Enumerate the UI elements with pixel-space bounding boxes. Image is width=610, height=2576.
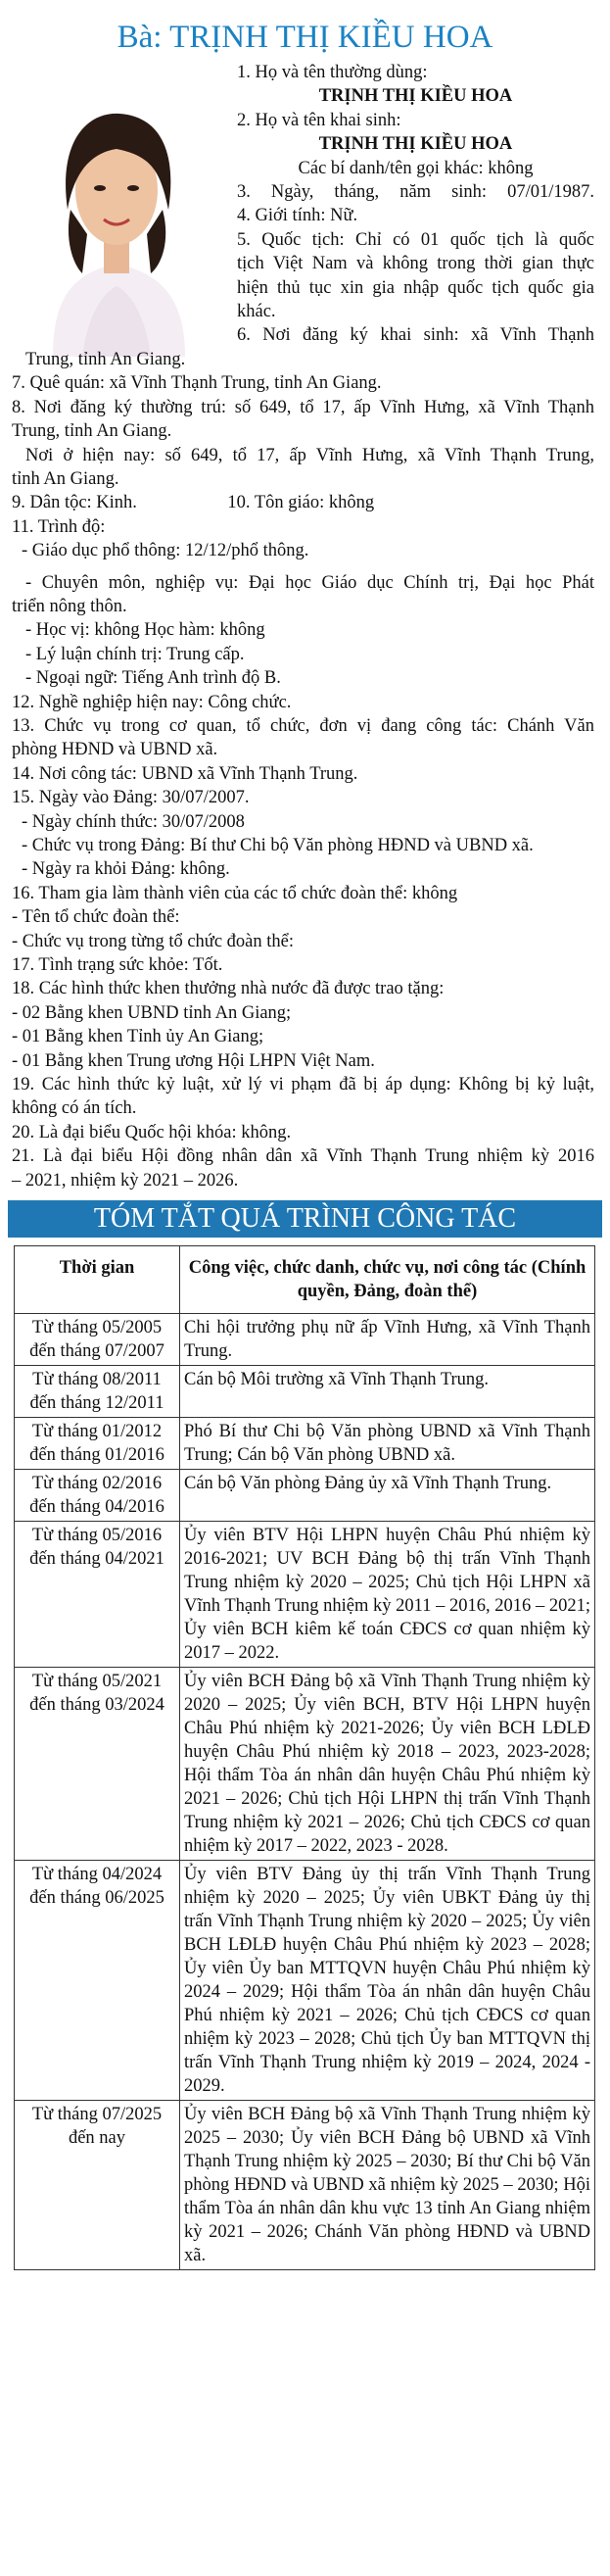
bio-name-common: TRỊNH THỊ KIỀU HOA [318,86,513,107]
bio-line: - Chức vụ trong Đảng: Bí thư Chi bộ Văn phòng HĐND và UBND xã. [22,836,534,855]
cell-description: Cán bộ Văn phòng Đảng ủy xã Vĩnh Thạnh Trung. [180,1470,595,1522]
bio-name-birth: TRỊNH THỊ KIỀU HOA [318,134,513,155]
bio-line: 7. Quê quán: xã Vĩnh Thạnh Trung, tỉnh An Giang. [12,373,382,394]
bio-line: 13. Chức vụ trong cơ quan, tổ chức, đơn vị đang công tác: Chánh Văn [12,715,594,736]
bio-line: - Giáo dục phổ thông: 12/12/phổ thông. [22,541,309,561]
cell-description: Ủy viên BCH Đảng bộ xã Vĩnh Thạnh Trung nhiệm kỳ 2025 – 2030; Ủy viên BCH Đảng bộ UBND xã Vĩnh Thạnh Trung nhiệm kỳ 2025 – 2030; Bí thư Chi bộ Văn phòng HĐND và UBND xã nhiệm kỳ 2025 – 2030; Hội thẩm Tòa án nhân dân khu vực 13 tỉnh An Giang nhiệm kỳ 2021 – 2026; Chánh Văn phòng HĐND và UBND xã. [180,2101,595,2270]
biography [0,61,610,1192]
cell-description: Cán bộ Môi trường xã Vĩnh Thạnh Trung. [180,1366,595,1418]
table-row [15,1418,595,1470]
bio-line: 4. Giới tính: Nữ. [237,206,358,226]
page-title: Bà: TRỊNH THỊ KIỀU HOA [117,20,493,55]
bio-line: 19. Các hình thức kỷ luật, xử lý vi phạm đã bị áp dụng: Không bị kỷ luật, [12,1075,594,1095]
bio-line: - Tên tổ chức đoàn thể: [12,907,180,928]
cell-time: Từ tháng 01/2012 đến tháng 01/2016 [15,1418,180,1470]
cell-description: Phó Bí thư Chi bộ Văn phòng UBND xã Vĩnh Thạnh Trung; Cán bộ Văn phòng UBND xã. [180,1418,595,1470]
cell-time: Từ tháng 02/2016 đến tháng 04/2016 [15,1470,180,1522]
table-row [15,1668,595,1861]
bio-line: Trung, tỉnh An Giang. [12,421,172,442]
bio-line: 20. Là đại biểu Quốc hội khóa: không. [12,1122,292,1142]
table-row [15,2101,595,2270]
cell-time: Từ tháng 08/2011 đến tháng 12/2011 [15,1366,180,1418]
bio-line: 14. Nơi công tác: UBND xã Vĩnh Thạnh Trung. [12,763,358,784]
bio-line: 21. Là đại biểu Hội đồng nhân dân xã Vĩnh Thạnh Trung nhiệm kỳ 2016 [12,1146,594,1167]
cell-description: Ủy viên BTV Hội LHPN huyện Châu Phú nhiệm kỳ 2016-2021; UV BCH Đảng bộ thị trấn Vĩnh Thạnh Trung nhiệm kỳ 2020 – 2025; Chủ tịch Hội LHPN xã Vĩnh Thạnh Trung nhiệm kỳ 2011 – 2016, 2016 – 2021; Ủy viên BCH kiêm kế toán CĐCS cơ quan nhiệm kỳ 2017 – 2022. [180,1522,595,1668]
bio-line: tỉnh An Giang. [12,468,119,489]
bio-line: 1. Họ và tên thường dùng: [237,63,428,82]
header-time: Thời gian [15,1246,180,1314]
bio-line: 11. Trình độ: [12,516,106,537]
table-row [15,1861,595,2101]
work-history-table [14,1245,595,2270]
bio-line: 2. Họ và tên khai sinh: [237,110,401,130]
bio-line: - Chuyên môn, nghiệp vụ: Đại học Giáo dục Chính trị, Đại học Phát [25,572,594,593]
bio-line: - Học vị: không Học hàm: không [25,620,265,641]
bio-line: - 01 Bằng khen Tỉnh ủy An Giang; [12,1027,264,1047]
bio-line: 17. Tình trạng sức khỏe: Tốt. [12,955,223,976]
bio-line: tịch Việt Nam và không trong thời gian thực [237,254,594,274]
bio-line: - Lý luận chính trị: Trung cấp. [25,644,245,664]
section-title: TÓM TẮT QUÁ TRÌNH CÔNG TÁC [8,1200,602,1238]
bio-line: - Chức vụ trong từng tổ chức đoàn thể: [12,931,294,951]
bio-line: hiện thủ tục xin gia nhập quốc tịch quốc gia [237,277,594,298]
bio-line: - 01 Bằng khen Trung ương Hội LHPN Việt Nam. [12,1050,375,1071]
table-row [15,1522,595,1668]
cell-time: Từ tháng 04/2024 đến tháng 06/2025 [15,1861,180,2101]
bio-line: - Ngày ra khỏi Đảng: không. [22,859,230,880]
bio-line: 6. Nơi đăng ký khai sinh: xã Vĩnh Thạnh [237,325,594,346]
cell-description: Ủy viên BCH Đảng bộ xã Vĩnh Thạnh Trung nhiệm kỳ 2020 – 2025; Ủy viên BCH, BTV Hội LHPN huyện Châu Phú nhiệm kỳ 2021-2026; Ủy viên BCH LĐLĐ huyện Châu Phú nhiệm kỳ 2018 – 2023, 2023-2028; Hội thẩm Tòa án nhân dân huyện Châu Phú nhiệm kỳ 2021 – 2026; Chủ tịch Hội LHPN thị trấn Vĩnh Thạnh Trung nhiệm kỳ 2021 – 2026; Chủ tịch CĐCS cơ quan nhiệm kỳ 2017 – 2022, 2023 - 2028. [180,1668,595,1861]
bio-lines [12,61,594,1192]
bio-line: - 02 Bằng khen UBND tỉnh An Giang; [12,1002,292,1023]
bio-line: Nơi ở hiện nay: số 649, tổ 17, ấp Vĩnh Hưng, xã Vĩnh Thạnh Trung, [25,445,594,465]
table-row [15,1366,595,1418]
bio-line: - Ngày chính thức: 30/07/2008 [22,811,245,832]
bio-line: Trung, tỉnh An Giang. [25,349,186,369]
bio-line: 8. Nơi đăng ký thường trú: số 649, tổ 17, ấp Vĩnh Hưng, xã Vĩnh Thạnh [12,397,594,417]
bio-line: 18. Các hình thức khen thưởng nhà nước đã được trao tặng: [12,979,445,999]
bio-line: 9. Dân tộc: Kinh. 10. Tôn giáo: không [12,493,375,513]
table-header-row [15,1246,595,1314]
bio-line: – 2021, nhiệm kỳ 2021 – 2026. [12,1170,239,1191]
cell-time: Từ tháng 05/2005 đến tháng 07/2007 [15,1314,180,1366]
bio-line: 12. Nghề nghiệp hiện nay: Công chức. [12,692,292,712]
table-row [15,1314,595,1366]
bio-line: khác. [237,302,276,322]
bio-line: triển nông thôn. [12,596,127,616]
cell-description: Chi hội trưởng phụ nữ ấp Vĩnh Hưng, xã Vĩnh Thạnh Trung. [180,1314,595,1366]
bio-line: Các bí danh/tên gọi khác: không [298,158,534,178]
bio-line: phòng HĐND và UBND xã. [12,740,218,760]
cell-time: Từ tháng 05/2016 đến tháng 04/2021 [15,1522,180,1668]
bio-line: 3. Ngày, tháng, năm sinh: 07/01/1987. [237,182,594,203]
cell-time: Từ tháng 05/2021 đến tháng 03/2024 [15,1668,180,1861]
cell-description: Ủy viên BTV Đảng ủy thị trấn Vĩnh Thạnh Trung nhiệm kỳ 2020 – 2025; Ủy viên UBKT Đảng ủy thị trấn Vĩnh Thạnh Trung nhiệm kỳ 2020 – 2025; Ủy viên BCH LĐLĐ huyện Châu Phú nhiệm kỳ 2023 – 2028; Ủy viên Ủy ban MTTQVN huyện Châu Phú nhiệm kỳ 2024 – 2029; Hội thẩm Tòa án nhân dân huyện Châu Phú nhiệm kỳ 2021 – 2026; Chủ tịch CĐCS cơ quan nhiệm kỳ 2023 – 2028; Chủ tịch Ủy ban MTTQVN thị trấn Vĩnh Thạnh Trung nhiệm kỳ 2019 – 2024, 2024 - 2029. [180,1861,595,2101]
table-row [15,1470,595,1522]
bio-line: 15. Ngày vào Đảng: 30/07/2007. [12,788,250,808]
bio-line: - Ngoại ngữ: Tiếng Anh trình độ B. [25,668,281,689]
bio-line: không có án tích. [12,1098,137,1119]
bio-line: 16. Tham gia làm thành viên của các tổ chức đoàn thể: không [12,883,458,903]
header-description: Công việc, chức danh, chức vụ, nơi công tác (Chính quyền, Đảng, đoàn thể) [180,1246,595,1314]
cell-time: Từ tháng 07/2025 đến nay [15,2101,180,2270]
bio-line: 5. Quốc tịch: Chỉ có 01 quốc tịch là quốc [237,229,594,250]
